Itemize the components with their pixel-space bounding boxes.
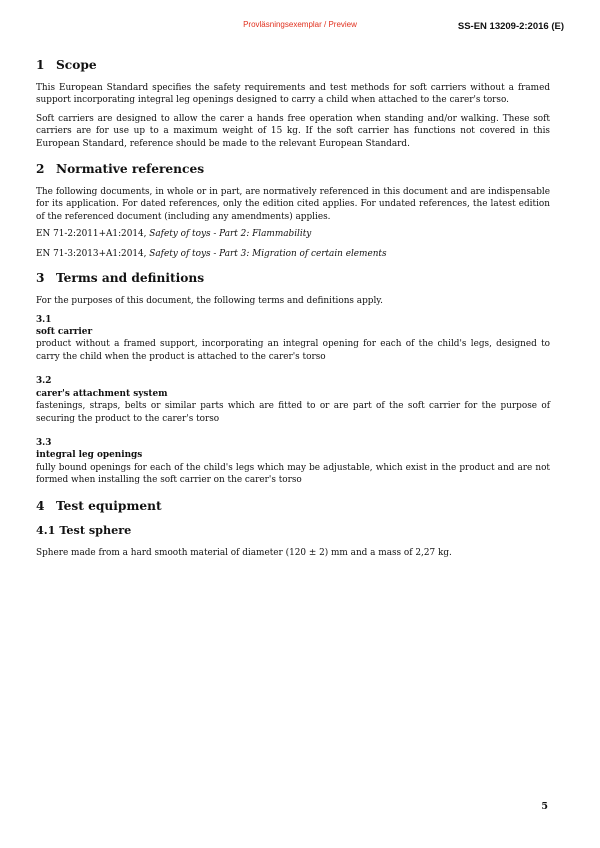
- subsection-heading: 4.1 Test sphere: [36, 522, 132, 537]
- term-number: 3.1: [36, 314, 52, 325]
- normative-paragraph: The following documents, in whole or in part, are normatively referenced in this document and are indispensable for its application. For dated references, only the edition cited applies. For undated references, the latest edition of the referenced document (including any amendments) applies.: [36, 187, 550, 222]
- preview-watermark-label: Provläsningsexemplar / Preview: [243, 20, 357, 29]
- section-heading: 1 Scope: [36, 58, 97, 72]
- term-entry: [36, 314, 550, 364]
- term-number: 3.3: [36, 437, 52, 448]
- test-sphere-paragraph: Sphere made from a hard smooth material of diameter (120 ± 2) mm and a mass of 2,27 kg.: [36, 547, 452, 558]
- section-heading: 3 Terms and definitions: [36, 271, 205, 286]
- term-title: soft carrier: [36, 327, 93, 338]
- term-entry: [36, 375, 550, 425]
- page-number: 5: [541, 801, 548, 812]
- section-heading: 4 Test equipment: [36, 498, 162, 513]
- term-entry: [36, 437, 550, 487]
- scope-paragraph-1: This European Standard specifies the safety requirements and test methods for soft carriers without a framed support incorporating integral leg openings designed to carry a child when attached to the carer's torso.: [36, 83, 550, 106]
- section-test-equipment: [36, 499, 550, 559]
- section-terms-definitions: [36, 271, 550, 486]
- scope-paragraph-2: Soft carriers are designed to allow the carer a hands free operation when standing and/or walking. These soft carriers are for use up to a maximum weight of 15 kg. If the soft carrier has functions not covered in this European Standard, reference should be made to the relevant European Standard.: [36, 113, 550, 149]
- term-definition: product without a framed support, incorporating an integral opening for each of the child's legs, designed to carry the child when the product is attached to the carer's torso: [36, 339, 550, 362]
- term-definition: fastenings, straps, belts or similar parts which are fitted to or are part of the soft carrier for the purpose of securing the product to the carer's torso: [36, 401, 550, 424]
- term-number: 3.2: [36, 376, 52, 387]
- reference-item: EN 71-2:2011+A1:2014, Safety of toys - Part 2: Flammability: [36, 229, 312, 240]
- term-title: integral leg openings: [36, 450, 143, 461]
- term-title: carer's attachment system: [36, 388, 168, 399]
- document-body: [36, 58, 550, 571]
- document-id: SS-EN 13209-2:2016 (E): [457, 21, 564, 32]
- section-scope: [36, 58, 550, 150]
- section-heading: 2 Normative references: [36, 162, 205, 177]
- reference-item: EN 71-3:2013+A1:2014, Safety of toys - Part 3: Migration of certain elements: [36, 249, 387, 260]
- term-definition: fully bound openings for each of the child's legs which may be adjustable, which exist in the product and are not formed when installing the soft carrier on the carer's torso: [36, 462, 550, 486]
- terms-intro: For the purposes of this document, the following terms and definitions apply.: [36, 296, 383, 307]
- section-normative-references: [36, 162, 550, 259]
